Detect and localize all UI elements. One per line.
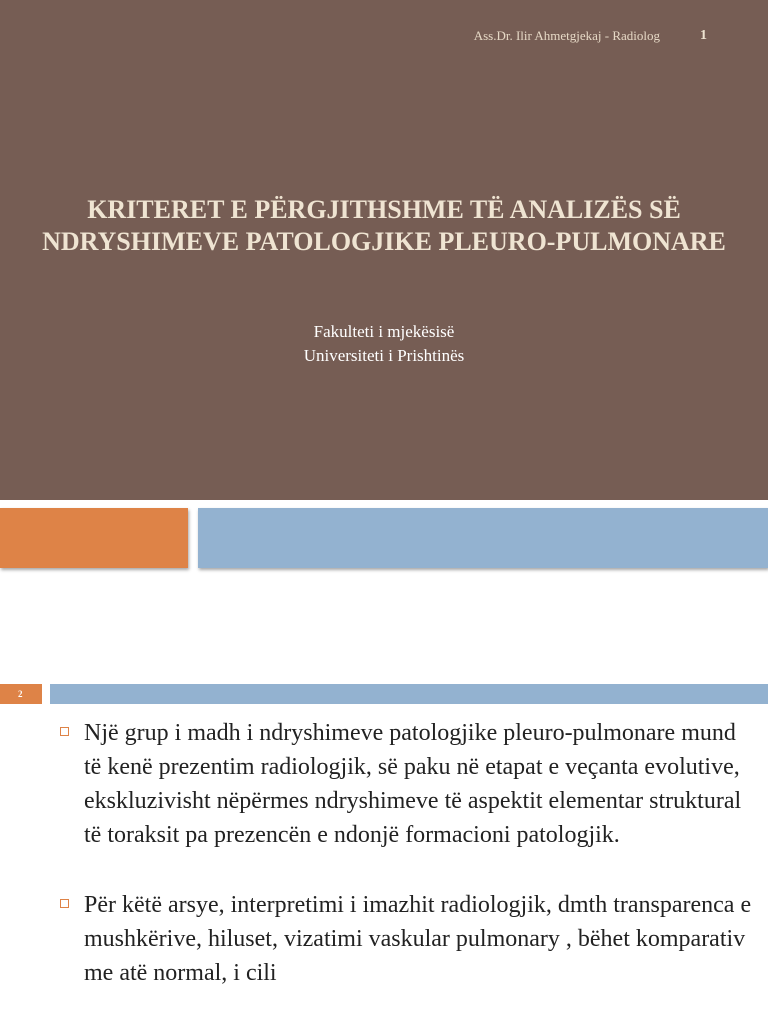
bullet-text: Për këtë arsye, interpretimi i imazhit radiologjik, dmth transparenca e mushkërive, hiluset, vizatimi vaskular pulmonary , bëhet komparativ me atë normal, i cili	[84, 892, 752, 986]
bullet-list	[58, 716, 758, 1026]
bullet-item	[58, 716, 758, 852]
slide-subtitle	[0, 320, 768, 368]
accent-bar-orange	[0, 508, 188, 568]
slide-title	[0, 194, 768, 258]
slide2-page-number: 2	[0, 684, 42, 704]
title-line-2: NDRYSHIMEVE PATOLOGJIKE PLEURO-PULMONARE	[42, 227, 726, 256]
bullet-text: Një grup i madh i ndryshimeve patologjike pleuro-pulmonare mund të kenë prezentim radiologjik, së paku në etapat e veçanta evolutive, ekskluzivisht nëpërmes ndryshimeve të aspektit elementar struktural të toraksit pa prezencën e ndonjë formacioni patologjik.	[84, 720, 742, 848]
title-line-1: KRITERET E PËRGJITHSHME TË ANALIZËS SË	[87, 195, 681, 224]
slide2-header-bar	[50, 684, 768, 704]
bullet-item	[58, 888, 758, 990]
title-slide	[0, 0, 768, 500]
square-bullet-icon	[60, 727, 69, 736]
slide-page-number: 1	[700, 28, 707, 43]
accent-bar-blue	[198, 508, 768, 568]
subtitle-line-2: Universiteti i Prishtinës	[303, 346, 465, 365]
square-bullet-icon	[60, 899, 69, 908]
subtitle-line-1: Fakulteti i mjekësisë	[313, 322, 455, 341]
slide-author: Ass.Dr. Ilir Ahmetgjekaj - Radiolog	[473, 28, 660, 43]
